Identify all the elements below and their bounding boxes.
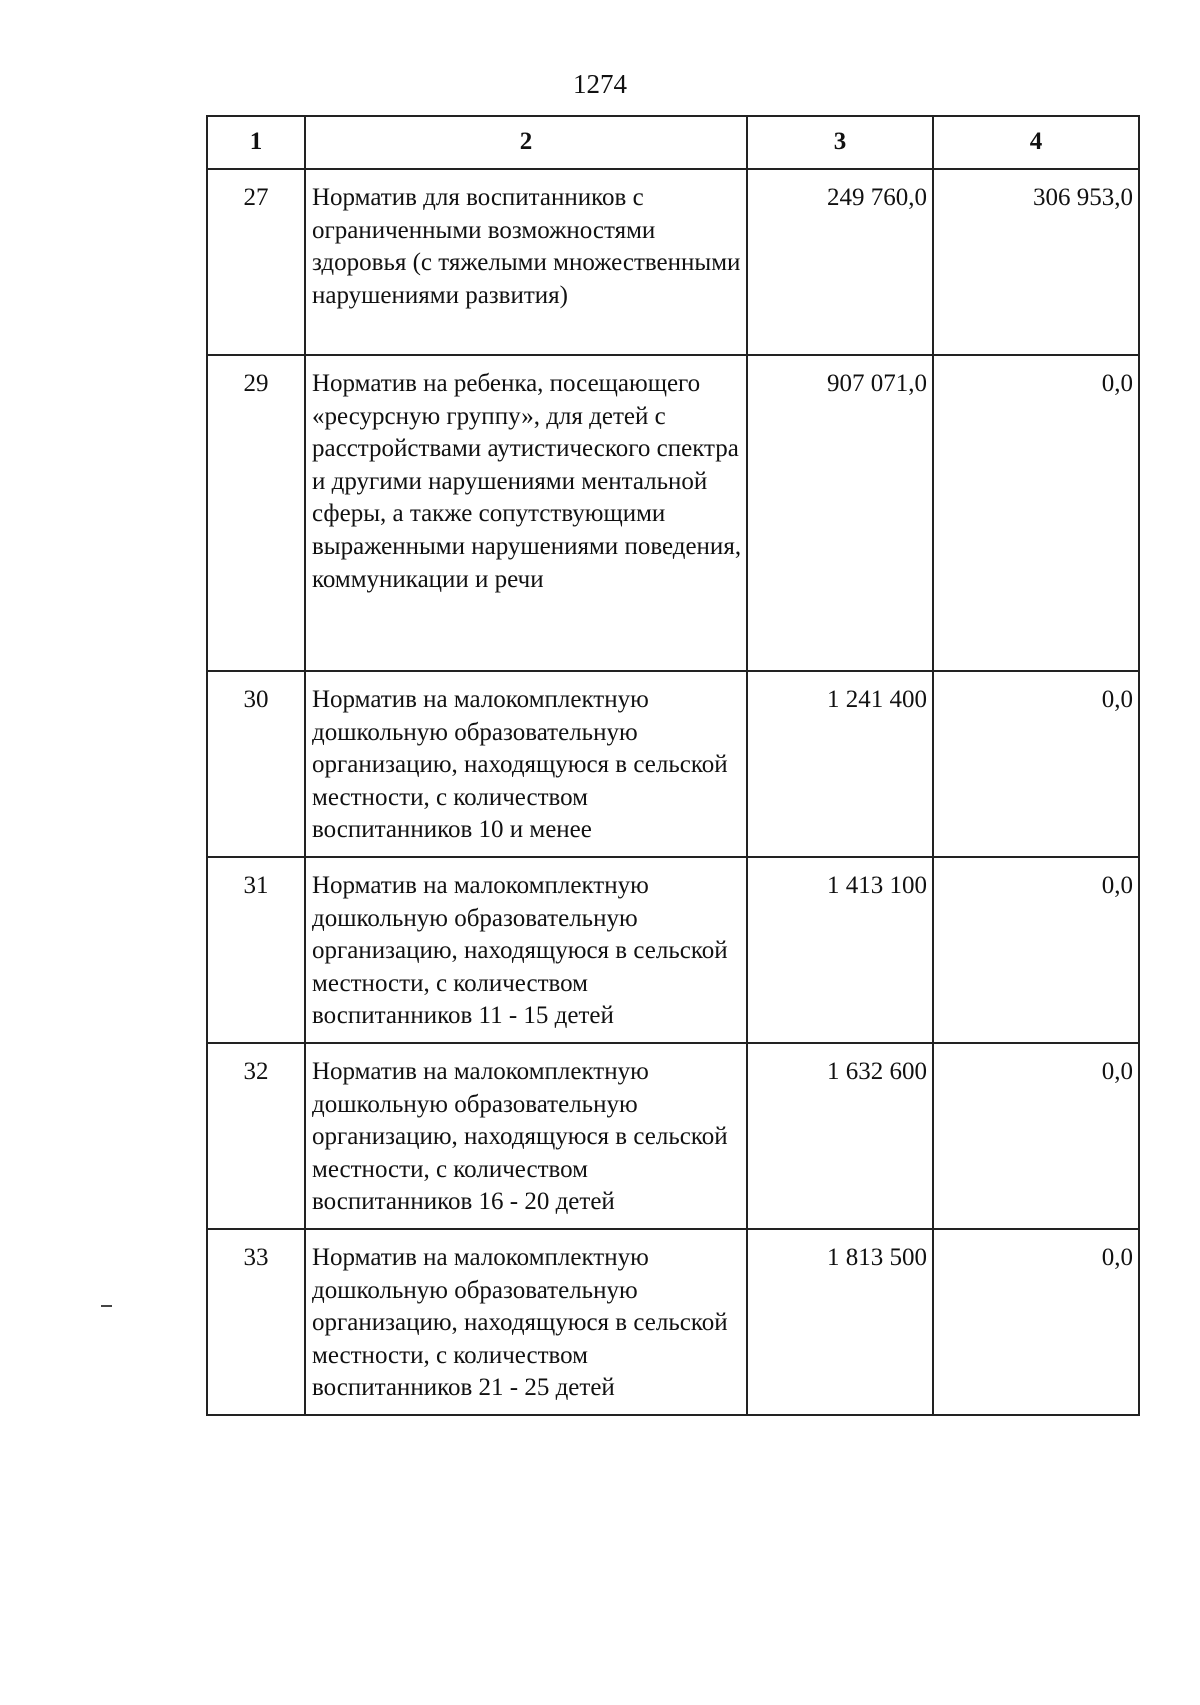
table-row	[207, 1229, 1139, 1415]
table-row	[207, 1043, 1139, 1229]
norms-table	[206, 115, 1140, 1416]
row-value-col4: 0,0	[933, 1229, 1139, 1415]
row-value-col4: 306 953,0	[933, 169, 1139, 355]
row-value-col3: 1 241 400	[747, 671, 933, 857]
header-col-3: 3	[747, 116, 933, 169]
row-value-col3: 1 632 600	[747, 1043, 933, 1229]
header-col-4: 4	[933, 116, 1139, 169]
row-value-col4: 0,0	[933, 1043, 1139, 1229]
row-value-col4: 0,0	[933, 857, 1139, 1043]
row-number: 29	[207, 355, 305, 671]
row-description: Норматив на малокомплектную дошкольную образовательную организацию, находящуюся в сельской местности, с количеством воспитанников 21 - 25 детей	[305, 1229, 747, 1415]
row-description: Норматив на малокомплектную дошкольную образовательную организацию, находящуюся в сельской местности, с количеством воспитанников 11 - 15 детей	[305, 857, 747, 1043]
table-row	[207, 169, 1139, 355]
table-row	[207, 671, 1139, 857]
row-value-col4: 0,0	[933, 671, 1139, 857]
row-value-col3: 1 813 500	[747, 1229, 933, 1415]
page-number: 1274	[573, 69, 627, 99]
header-col-2: 2	[305, 116, 747, 169]
row-number: 27	[207, 169, 305, 355]
stray-mark	[101, 1305, 112, 1307]
row-description: Норматив на малокомплектную дошкольную образовательную организацию, находящуюся в сельской местности, с количеством воспитанников 16 - 20 детей	[305, 1043, 747, 1229]
row-number: 32	[207, 1043, 305, 1229]
row-number: 33	[207, 1229, 305, 1415]
table-row	[207, 857, 1139, 1043]
table-row	[207, 355, 1139, 671]
row-value-col4: 0,0	[933, 355, 1139, 671]
row-value-col3: 1 413 100	[747, 857, 933, 1043]
row-description: Норматив на малокомплектную дошкольную образовательную организацию, находящуюся в сельской местности, с количеством воспитанников 10 и менее	[305, 671, 747, 857]
row-number: 30	[207, 671, 305, 857]
row-description: Норматив на ребенка, посещающего «ресурсную группу», для детей с расстройствами аутистического спектра и другими нарушениями ментальной сферы, а также сопутствующими выраженными нарушениями поведения, коммуникации и речи	[305, 355, 747, 671]
row-description: Норматив для воспитанников с ограниченными возможностями здоровья (с тяжелыми множественными нарушениями развития)	[305, 169, 747, 355]
row-value-col3: 249 760,0	[747, 169, 933, 355]
header-row	[207, 116, 1139, 169]
row-number: 31	[207, 857, 305, 1043]
header-col-1: 1	[207, 116, 305, 169]
row-value-col3: 907 071,0	[747, 355, 933, 671]
